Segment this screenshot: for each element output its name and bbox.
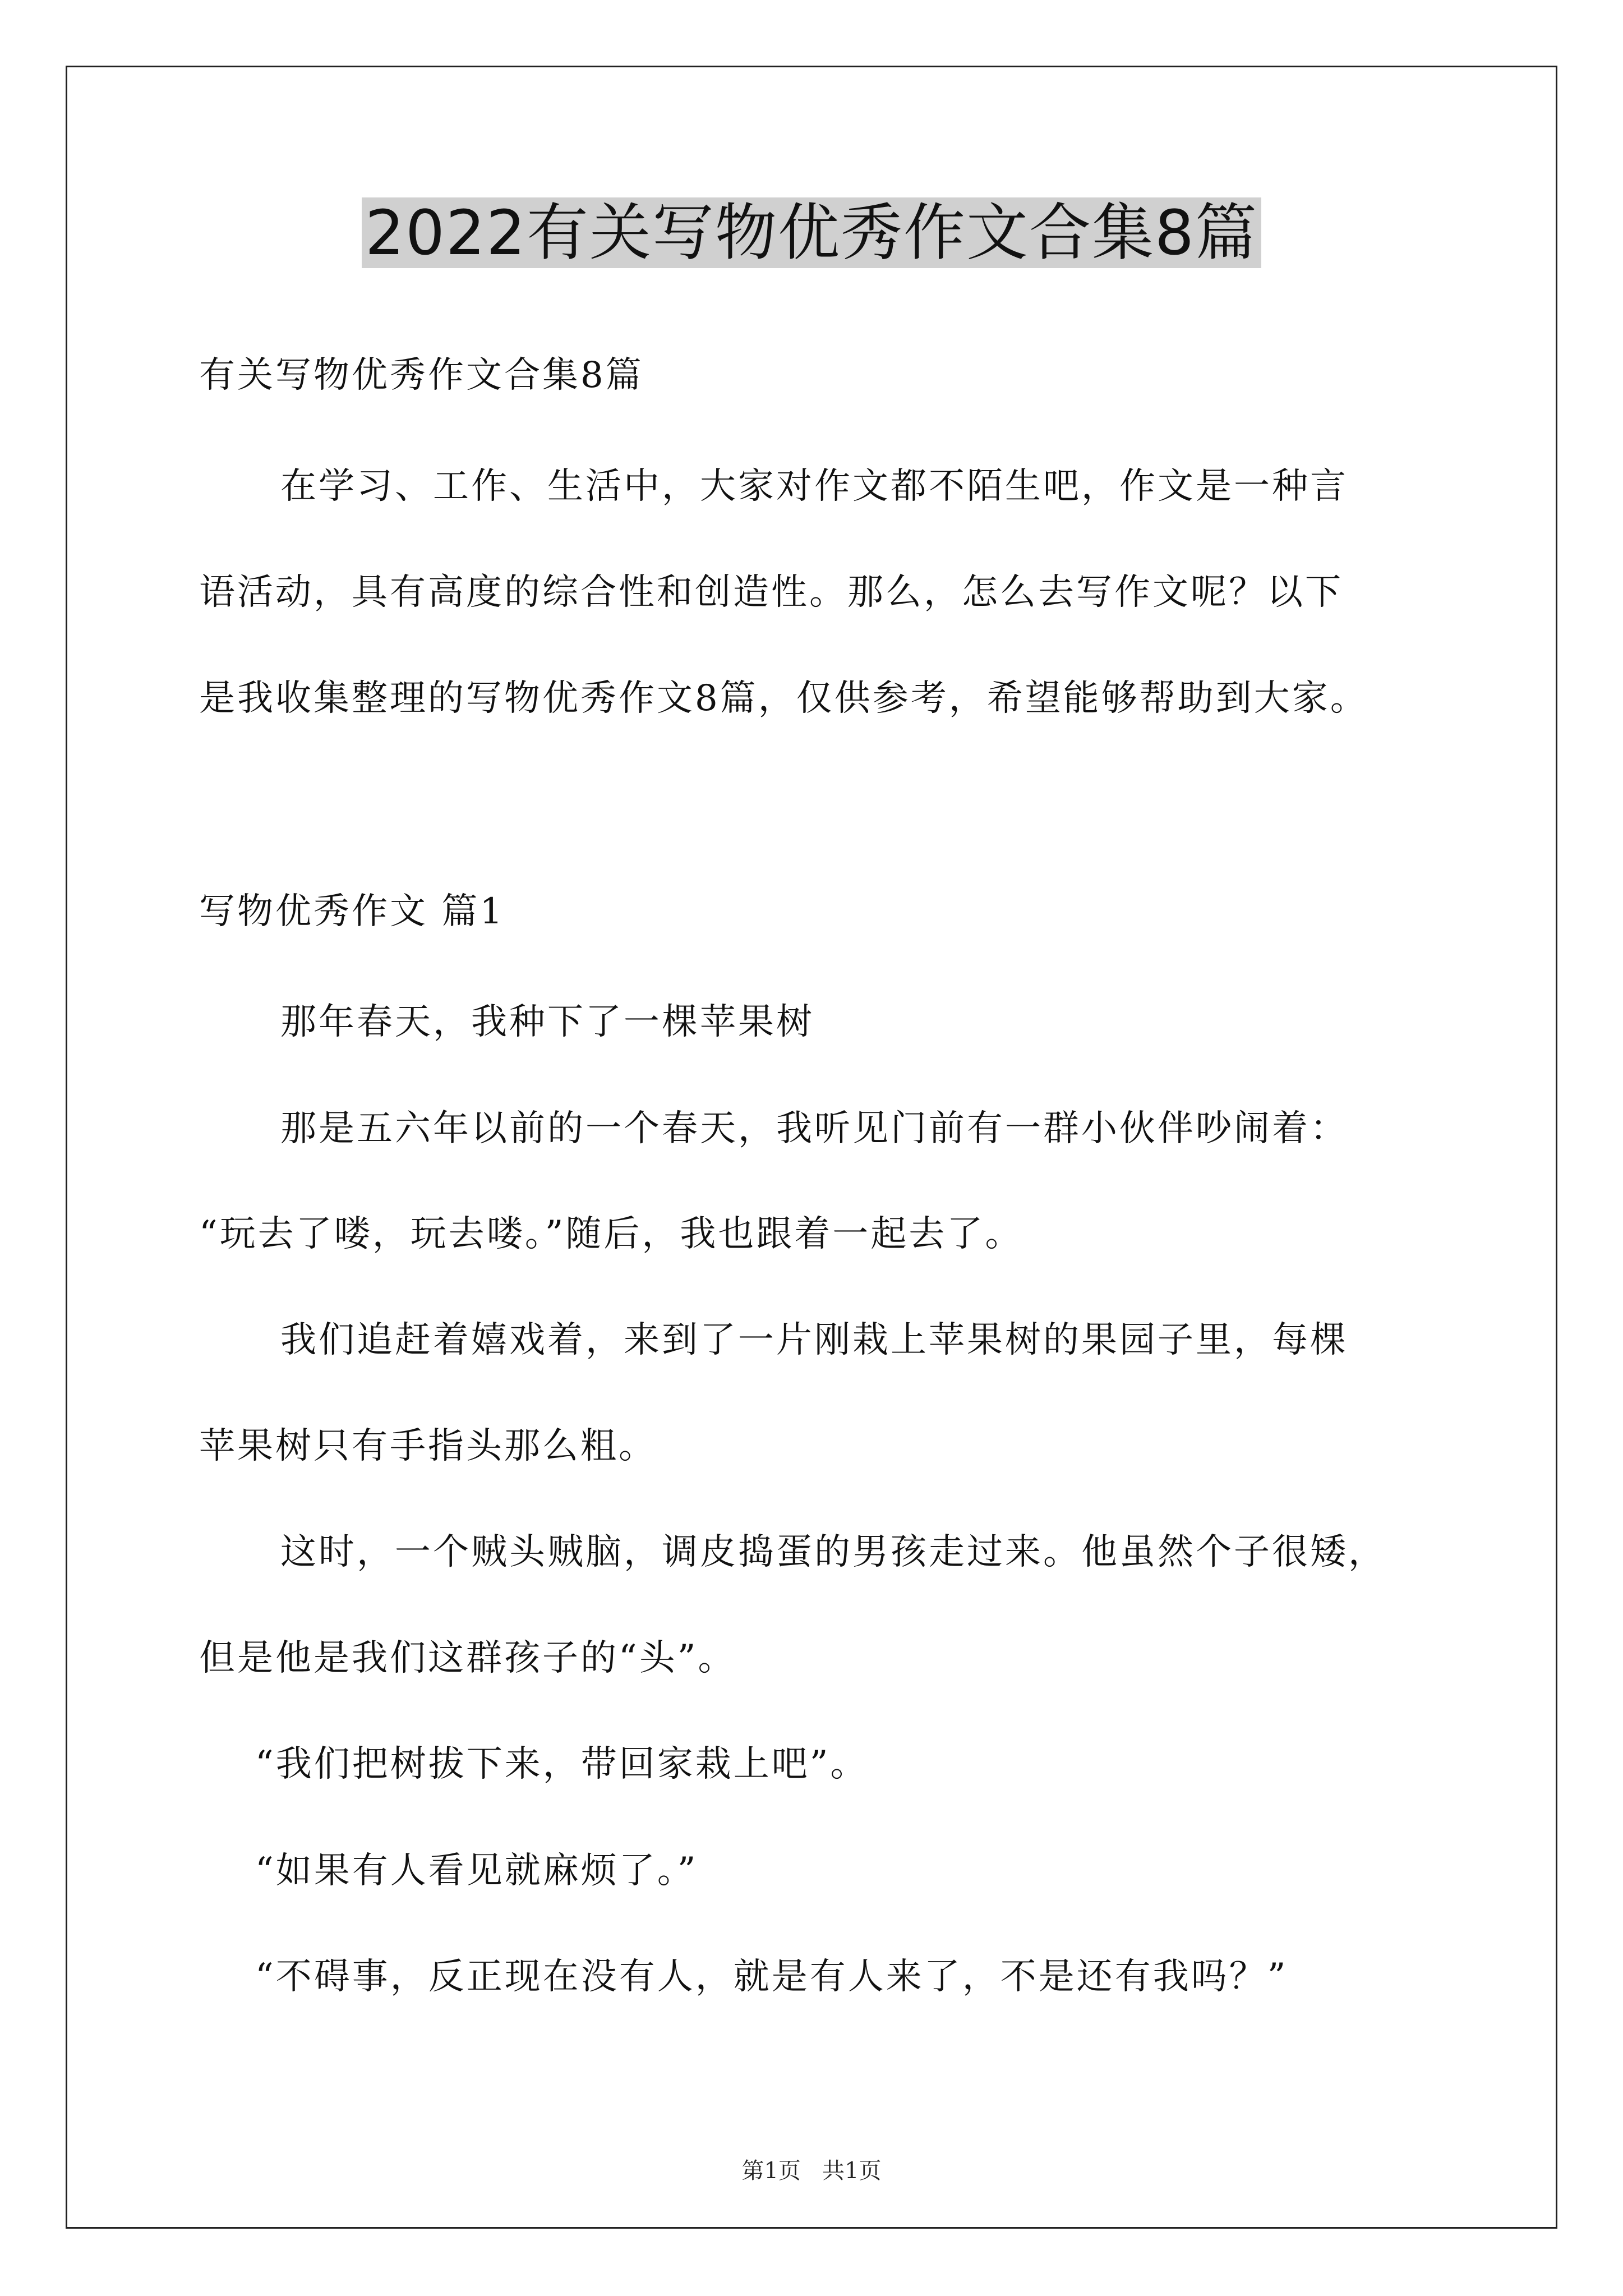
paragraph-2-line-1: 我们追赶着嬉戏着，来到了一片刚栽上苹果树的果园子里，每棵 [280,1319,1348,1361]
dialogue-line-1: “我们把树拔下来，带回家栽上吧”。 [255,1743,869,1785]
page-footer: 第1页 共1页 [741,2158,882,2184]
intro-line-1: 在学习、工作、生活中，大家对作文都不陌生吧，作文是一种言 [280,466,1348,507]
paragraph-1-line-1: 那是五六年以前的一个春天，我听见门前有一群小伙伴吵闹着： [280,1108,1348,1149]
document-title-text: 2022有关写物优秀作文合集8篇 [362,197,1261,268]
document-title [0,197,1623,268]
paragraph-1-line-2: “玩去了喽，玩去喽。”随后，我也跟着一起去了。 [199,1213,1023,1255]
intro-line-2: 语活动，具有高度的综合性和创造性。那么，怎么去写作文呢？以下 [199,572,1343,613]
section-heading: 写物优秀作文 篇1 [199,891,505,932]
essay-title: 那年春天，我种下了一棵苹果树 [280,1001,814,1043]
paragraph-2-line-2: 苹果树只有手指头那么粗。 [199,1425,657,1467]
document-subtitle: 有关写物优秀作文合集8篇 [199,355,644,396]
paragraph-3-line-1: 这时，一个贼头贼脑，调皮捣蛋的男孩走过来。他虽然个子很矮， [280,1531,1386,1573]
paragraph-3-line-2: 但是他是我们这群孩子的“头”。 [199,1637,736,1679]
dialogue-line-3: “不碍事，反正现在没有人，就是有人来了，不是还有我吗？” [255,1956,1288,1998]
intro-line-3: 是我收集整理的写物优秀作文8篇，仅供参考，希望能够帮助到大家。 [199,678,1368,719]
dialogue-line-2: “如果有人看见就麻烦了。” [255,1850,698,1892]
